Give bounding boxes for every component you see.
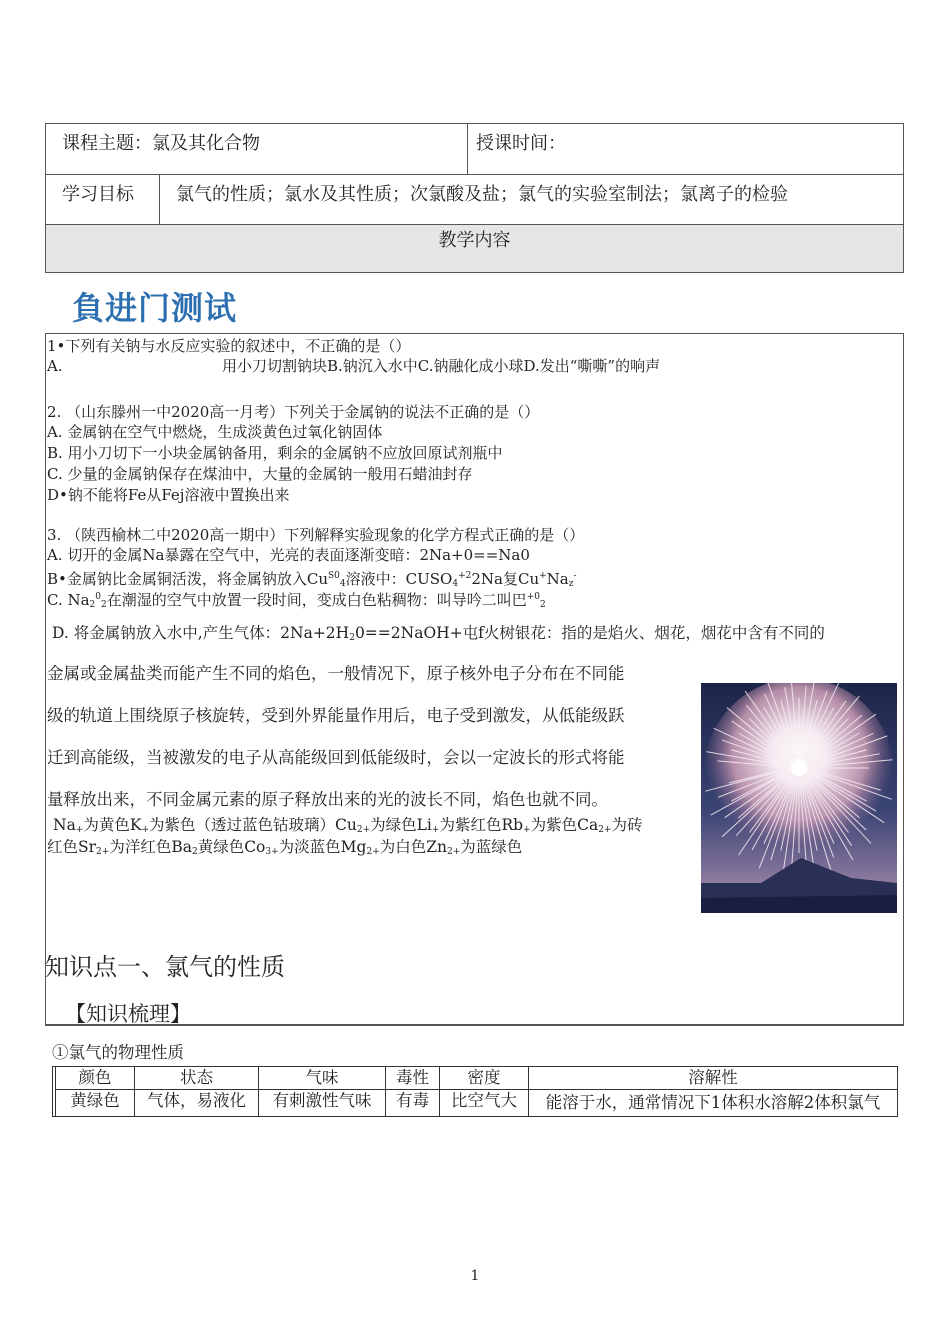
ion-co: 黄绿色Co [197,838,266,856]
table-caption: ①氯气的物理性质 [52,1043,184,1062]
entry-test-title: 負进门测试 [72,289,238,327]
ion-text: 为砖 [611,816,643,834]
value-odor: 有刺激性气味 [259,1090,386,1117]
q1-option-a-label: A. [47,357,63,375]
firework-photo [701,683,897,913]
lesson-time: 授课时间： [476,133,566,154]
content-label: 教学内容 [438,230,511,251]
header-row-goals [46,175,903,225]
q3-c-sub2: 2 [101,600,107,610]
q3-b-sub: 4 [339,579,346,589]
ion-k: 为黄色K [83,816,142,834]
section-divider [45,1025,904,1026]
course-topic: 课程主题：氯及其化合物 [62,133,260,154]
ion-charge: 2+ [96,847,110,857]
ion-li: 为绿色Li [370,816,432,834]
q3-b-text2: 溶液中：CUSO [345,570,453,588]
q3-c-sub3: 2 [540,600,546,610]
q2-option-b: B. 用小刀切下一小块金属钠备用，剩余的金属钠不应放回原试剂瓶中 [47,444,503,462]
ion-charge: + [523,825,531,835]
ion-zn: 为白色Zn [379,838,448,856]
ion-na: Na [53,816,76,834]
q2-option-a: A. 金属钠在空气中燃烧，生成淡黄色过氧化钠固体 [47,423,383,441]
ion-charge: 2+ [366,847,380,857]
ion-mg: 为淡蓝色Mg [278,838,367,856]
page-number: 1 [470,1268,480,1284]
ion-charge: + [141,825,149,835]
value-state: 气体，易液化 [135,1090,259,1117]
q3-b-text3: 2Na复Cu [471,570,540,588]
q3-option-d [52,624,825,647]
ion-charge: 3+ [265,847,279,857]
ion-charge: 2+ [447,847,461,857]
flame-colors-line-2 [47,838,522,861]
ion-text: 为蓝绿色 [460,838,523,856]
ion-sr: 红色Sr [47,838,97,856]
q2-stem: 2. （山东滕州一中2020高一月考）下列关于金属钠的说法不正确的是（） [47,403,540,421]
flame-paragraph-2: 级的轨道上围绕原子核旋转，受到外界能量作用后，电子受到激发，从低能级跃 [47,706,625,725]
q3-b-text: B•金属钠比金属铜活泼，将金属钠放入Cu [47,570,329,588]
header-row-topic [46,124,903,175]
q3-option-c [47,588,546,614]
chlorine-physical-properties-table [52,1066,898,1117]
section-title: 知识点一、氯气的性质 [45,953,285,981]
ion-charge: + [431,825,440,835]
flame-paragraph-3: 迁到高能级，当被激发的电子从高能级回到低能级时，会以一定波长的形式将能 [47,748,625,767]
flame-paragraph-1: 金属或金属盐类而能产生不同的焰色，一般情况下，原子核外电子分布在不同能 [47,664,625,683]
q1-stem: 1•下列有关钠与水反应实验的叙述中，不正确的是（） [47,337,411,355]
value-toxicity: 有毒 [386,1090,440,1117]
ion-charge: + [75,825,84,835]
ion-charge: 2 [191,847,198,857]
q3-b-sub3: z [568,579,574,589]
q3-b-text4: Na [546,570,569,588]
ion-cu: 为紫色（透过蓝色钴玻璃）Cu [149,816,357,834]
q1-options: 用小刀切割钠块B.钠沉入水中C.钠融化成小球D.发出“嘶嘶”的响声 [222,357,661,375]
goals-text: 氯气的性质；氯水及其性质；次氯酸及盐；氯气的实验室制法；氯离子的检验 [176,184,788,205]
subsection-title: 【知识梳理】 [65,1002,191,1026]
value-solubility: 能溶于水，通常情况下1体积水溶解2体积氯气 [529,1090,898,1117]
q3-stem: 3. （陕西榆林二中2020高一期中）下列解释实验现象的化学方程式正确的是（） [47,526,585,544]
flame-colors-line-1 [53,816,642,839]
header-row-content [46,225,903,272]
header-state: 状态 [135,1067,259,1090]
q3-d-text: D. 将金属钠放入水中,产生气体：2Na+2H [52,624,350,642]
header-divider [159,175,160,224]
q3-b-sup: S0 [328,571,340,581]
value-density: 比空气大 [440,1090,529,1117]
q3-d-sub: 2 [349,633,355,643]
value-color: 黄绿色 [56,1090,135,1117]
q3-b-sup2: +2 [458,571,472,581]
ion-charge: 2+ [356,825,371,835]
header-solubility: 溶解性 [529,1067,898,1090]
q3-c-sup: 0 [95,592,102,602]
q3-d-text2: 0==2NaOH+屯f火树银花：指的是焰火、烟花，烟花中含有不同的 [354,624,825,642]
q3-b-sub2: 4 [452,579,459,589]
q3-c-text2: 在潮湿的空气中放置一段时间，变成白色粘稠物：叫导吟二叫巴 [106,591,527,609]
header-toxicity: 毒性 [386,1067,440,1090]
q2-option-c: C. 少量的金属钠保存在煤油中，大量的金属钠一般用石蜡油封存 [47,465,473,483]
lesson-header-table [45,123,904,273]
ion-ba: 为洋红色Ba [109,838,192,856]
header-divider [467,124,468,174]
goals-label: 学习目标 [62,184,134,205]
header-color: 颜色 [56,1067,135,1090]
header-odor: 气味 [259,1067,386,1090]
q3-c-sup2: +0 [526,592,541,602]
table-header-row [53,1067,898,1090]
table-row [53,1090,898,1117]
ion-rb: 为紫红色Rb [439,816,524,834]
flame-paragraph-4: 量释放出来，不同金属元素的原子释放出来的光的波长不同，焰色也就不同。 [47,790,608,809]
header-density: 密度 [440,1067,529,1090]
ion-charge: 2+ [598,825,612,835]
q3-b-sup3: + [539,571,547,581]
q3-b-sup4: - [573,571,577,581]
q3-c-sub: 2 [89,600,96,610]
firework-illustration [701,683,897,913]
q3-c-text: C. Na [47,591,90,609]
q3-option-a: A. 切开的金属Na暴露在空气中，光亮的表面逐渐变暗：2Na+0==Na0 [47,546,530,564]
ion-ca: 为紫色Ca [530,816,599,834]
q2-option-d: D•钠不能将Fe从Fej溶液中置换出来 [47,486,290,504]
